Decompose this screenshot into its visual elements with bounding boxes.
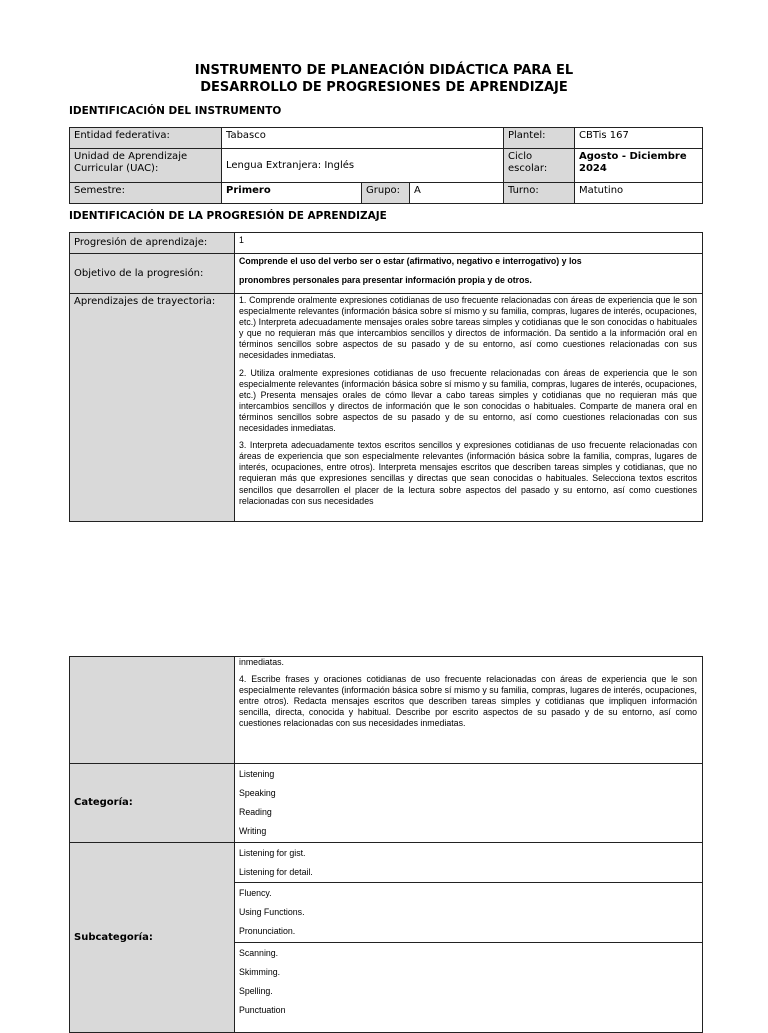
subcategoria-item: Pronunciation. [239, 926, 296, 936]
subcategoria-item: Spelling. [239, 986, 273, 996]
progression-table [69, 232, 703, 522]
categoria-item: Reading [239, 807, 272, 817]
ciclo-label: Ciclo escolar: [504, 149, 575, 183]
aprendizaje-4: 4. Escribe frases y oraciones cotidianas de uso frecuente relacionadas con áreas de experiencia que le son especialmente relevantes (información básica sobre sí mismo y su familia, compras, lugares de interés, ocupaciones, entre otros). Redacta mensajes escritos que describen tareas simples y cotidianas que impliquen información sencilla, directa, conocida y habitual. Describe por escrito aspectos de su pasado y de su entorno, así como cuestiones relacionadas con sus necesidades inmediatas. [239, 674, 697, 729]
entidad-label: Entidad federativa: [70, 128, 222, 149]
plantel-value: CBTis 167 [575, 128, 703, 149]
aprendizaje-3: 3. Interpreta adecuadamente textos escritos sencillos y expresiones cotidianas de uso frecuente relacionadas con áreas de experiencia que son especialmente relevantes (información básica sobre la familia, compras, lugares de interés, ocupaciones, entre otros). Interpreta mensajes escritos que describen tareas simples y cotidianas, que no requieran más que expresiones sencillas y directas que sean conocidas o habituales. Selecciona textos escritos sencillos que desarrollen el placer de la lectura sobre aspectos del pasado y su entorno, así como cuestiones relacionadas con sus necesidades [239, 440, 697, 506]
categoria-item: Speaking [239, 788, 276, 798]
sub-speaking-list [235, 883, 703, 943]
entidad-value: Tabasco [222, 128, 504, 149]
uac-value: Lengua Extranjera: Inglés [222, 149, 504, 183]
objetivo-line-2: pronombres personales para presentar información propia y de otros. [239, 275, 532, 285]
progression-table-continued [69, 656, 703, 1033]
categoria-item: Listening [239, 769, 275, 779]
sub-listening-list [235, 843, 703, 883]
aprendizajes-value [235, 294, 703, 522]
subcategoria-item: Punctuation [239, 1005, 286, 1015]
grupo-label: Grupo: [362, 183, 410, 204]
title-line-2: DESARROLLO DE PROGRESIONES DE APRENDIZAJE [200, 80, 568, 95]
aprendizajes-continued-label [70, 657, 235, 764]
subcategoria-item: Skimming. [239, 967, 281, 977]
subcategoria-item: Listening for detail. [239, 867, 313, 877]
section-heading-progresion: IDENTIFICACIÓN DE LA PROGRESIÓN DE APRENDIZAJE [69, 210, 387, 222]
aprendizajes-label: Aprendizajes de trayectoria: [70, 294, 235, 522]
objetivo-line-1: Comprende el uso del verbo ser o estar (afirmativo, negativo e interrogativo) y los [239, 256, 582, 266]
semestre-value: Primero [222, 183, 362, 204]
instrument-identification-table [69, 127, 703, 204]
aprendizaje-1: 1. Comprende oralmente expresiones cotidianas de uso frecuente relacionadas con áreas de experiencia que le son especialmente relevantes (información básica sobre sí mismo y su familia, compras, lugares de interés, ocupaciones, etc.) Interpreta adecuadamente mensajes orales sobre tareas simples y cotidianas que le son conocidas o habituales y que no requieran más que intercambios sencillos y directos de información. Da sentido a la información oral en términos sencillos sobre aspectos de su pasado y de su entorno, así como cuestiones relacionadas con sus necesidades inmediatas. [239, 295, 697, 361]
objetivo-label: Objetivo de la progresión: [70, 254, 235, 294]
objetivo-value [235, 254, 703, 294]
subcategoria-item: Fluency. [239, 888, 272, 898]
subcategoria-item: Scanning. [239, 948, 279, 958]
uac-label: Unidad de Aprendizaje Curricular (UAC): [70, 149, 222, 183]
ciclo-value: Agosto - Diciembre 2024 [575, 149, 703, 183]
categoria-list [235, 764, 703, 843]
aprendizaje-3-continuation: inmediatas. [239, 657, 284, 667]
progresion-label: Progresión de aprendizaje: [70, 233, 235, 254]
aprendizajes-continued-value [235, 657, 703, 764]
sub-reading-list [235, 943, 703, 1033]
turno-label: Turno: [504, 183, 575, 204]
title-line-1: INSTRUMENTO DE PLANEACIÓN DIDÁCTICA PARA EL [194, 63, 574, 78]
subcategoria-item: Using Functions. [239, 907, 305, 917]
document-title [0, 62, 768, 96]
semestre-label: Semestre: [70, 183, 222, 204]
section-heading-instrumento: IDENTIFICACIÓN DEL INSTRUMENTO [69, 105, 282, 117]
categoria-item: Writing [239, 826, 267, 836]
categoria-label: Categoría: [70, 764, 235, 843]
aprendizaje-2: 2. Utiliza oralmente expresiones cotidianas de uso frecuente relacionadas con áreas de experiencia que le son especialmente relevantes (información básica sobre sí mismo y su familia, compras, lugares de interés, ocupaciones, etc.) Presenta mensajes orales de cómo llevar a cabo tareas simples y cotidianas que no requieran más que intercambios sencillos y directos de información que le son conocidas o habituales. Comparte de manera oral en términos sencillos sobre aspectos de su pasado y de su entorno, así como cuestiones relacionadas con sus necesidades inmediatas. [239, 367, 697, 434]
plantel-label: Plantel: [504, 128, 575, 149]
turno-value: Matutino [575, 183, 703, 204]
subcategoria-label: Subcategoría: [70, 843, 235, 1033]
subcategoria-item: Listening for gist. [239, 848, 306, 858]
progresion-value: 1 [235, 233, 703, 254]
grupo-value: A [410, 183, 504, 204]
